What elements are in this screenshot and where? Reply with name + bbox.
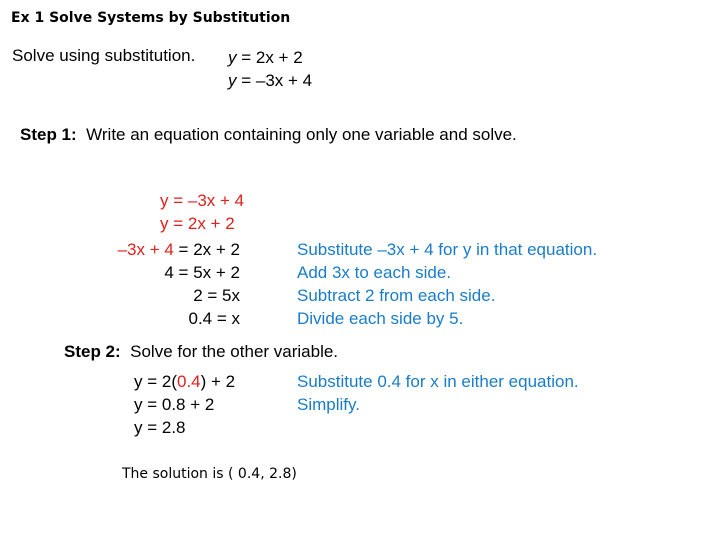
work-line-1: –3x + 4 = 2x + 2: [117, 240, 240, 259]
step2-notes: [297, 370, 579, 416]
note-3: Subtract 2 from each side.: [297, 286, 496, 305]
step2-note-2: Simplify.: [297, 395, 360, 414]
work-line-2: 4 = 5x + 2: [164, 263, 240, 282]
system-equation-2: y = –3x + 4: [228, 71, 313, 90]
step2-line-1: y = 2(0.4) + 2: [134, 372, 236, 391]
step2-text: Solve for the other variable.: [130, 342, 339, 361]
step2-work: [134, 370, 235, 439]
step2-line-3: y = 2.8: [134, 418, 186, 437]
note-2: Add 3x to each side.: [297, 263, 452, 282]
step2-heading: [64, 342, 338, 362]
note-4: Divide each side by 5.: [297, 309, 464, 328]
step2-line-2: y = 0.8 + 2: [134, 395, 215, 414]
red-system-line-2: y = 2x + 2: [160, 214, 235, 233]
system-equation-1: y = 2x + 2: [228, 48, 303, 67]
step2-label: Step 2:: [64, 342, 121, 361]
step1-label: Step 1:: [20, 125, 77, 144]
red-system-line-1: y = –3x + 4: [160, 191, 245, 210]
note-1: Substitute –3x + 4 for y in that equation.: [297, 240, 598, 259]
solution-statement: The solution is ( 0.4, 2.8): [122, 466, 297, 482]
step2-note-1: Substitute 0.4 for x in either equation.: [297, 372, 579, 391]
step1-text: Write an equation containing only one variable and solve.: [86, 125, 517, 144]
work-line-3: 2 = 5x: [193, 286, 240, 305]
problem-prompt: Solve using substitution.: [12, 46, 196, 65]
step1-red-system: [160, 189, 244, 235]
step1-notes: [297, 238, 597, 330]
step1-work: [100, 238, 240, 330]
work-line-4: 0.4 = x: [188, 309, 240, 328]
page-title: Ex 1 Solve Systems by Substitution: [11, 10, 291, 26]
step1-heading: [20, 125, 517, 145]
